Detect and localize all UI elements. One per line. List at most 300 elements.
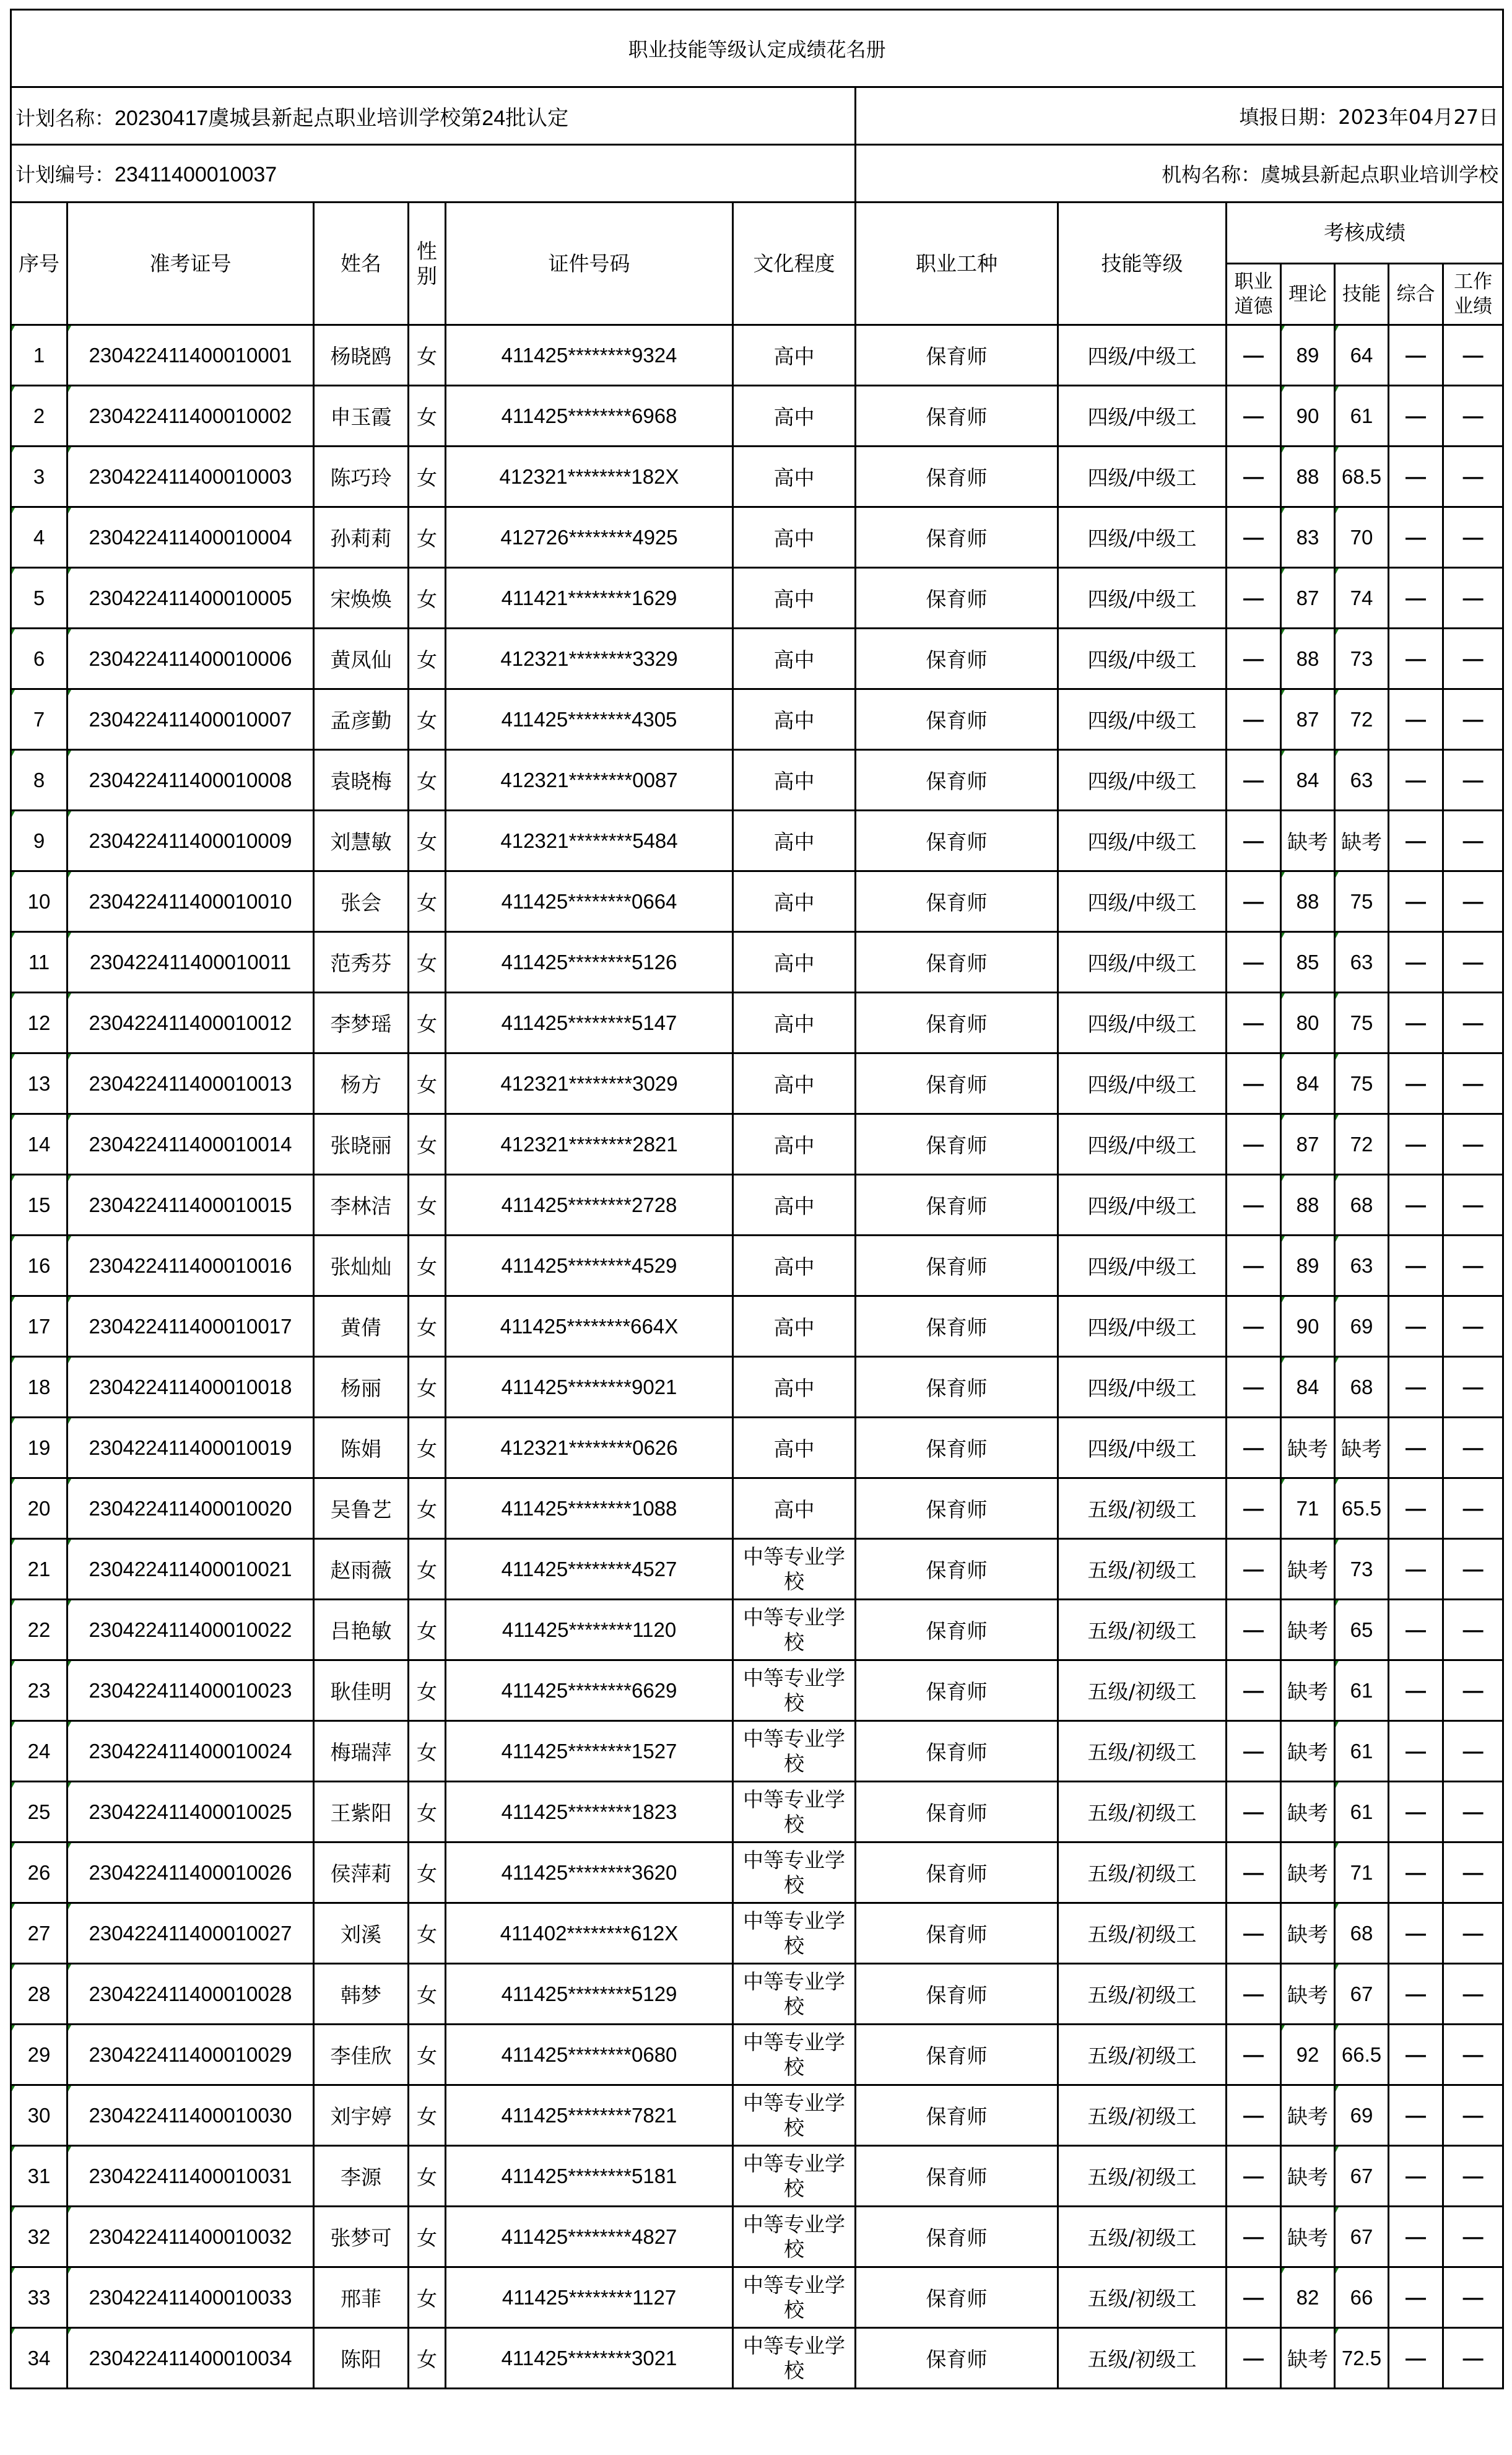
row-ethics-score: — xyxy=(1227,629,1281,689)
row-seq: 24 xyxy=(11,1721,67,1782)
row-comprehensive-score: — xyxy=(1389,1600,1443,1660)
row-education: 中等专业学校 xyxy=(733,2267,856,2328)
table-row xyxy=(11,1296,1503,1357)
row-education: 高中 xyxy=(733,689,856,750)
row-occupation: 保育师 xyxy=(856,1478,1058,1539)
row-theory-score: 88 xyxy=(1281,1175,1335,1236)
row-skill-level: 四级/中级工 xyxy=(1058,1114,1227,1175)
row-id-no: 411425********4529 xyxy=(446,1236,733,1296)
row-id-no: 411425********9324 xyxy=(446,325,733,386)
table-row xyxy=(11,629,1503,689)
row-seq: 25 xyxy=(11,1782,67,1842)
row-skill-score: 67 xyxy=(1335,2207,1389,2267)
row-skill-level: 五级/初级工 xyxy=(1058,1782,1227,1842)
row-id-no: 411425********5129 xyxy=(446,1964,733,2025)
row-seq: 27 xyxy=(11,1903,67,1964)
row-ethics-score: — xyxy=(1227,1964,1281,2025)
row-exam-no: 230422411400010007 xyxy=(67,689,314,750)
row-exam-no: 230422411400010026 xyxy=(67,1842,314,1903)
row-exam-no: 230422411400010022 xyxy=(67,1600,314,1660)
row-name: 孙莉莉 xyxy=(314,507,409,568)
row-name: 李佳欣 xyxy=(314,2025,409,2085)
row-exam-no: 230422411400010012 xyxy=(67,993,314,1053)
row-comprehensive-score: — xyxy=(1389,2146,1443,2207)
row-gender: 女 xyxy=(409,386,446,447)
row-exam-no: 230422411400010032 xyxy=(67,2207,314,2267)
row-gender: 女 xyxy=(409,689,446,750)
row-comprehensive-score: — xyxy=(1389,811,1443,871)
row-theory-score: 84 xyxy=(1281,1357,1335,1418)
row-seq: 19 xyxy=(11,1418,67,1478)
row-skill-score: 61 xyxy=(1335,1782,1389,1842)
row-id-no: 411425********1088 xyxy=(446,1478,733,1539)
row-gender: 女 xyxy=(409,2207,446,2267)
row-skill-level: 五级/初级工 xyxy=(1058,2207,1227,2267)
table-row xyxy=(11,750,1503,811)
row-gender: 女 xyxy=(409,507,446,568)
row-comprehensive-score: — xyxy=(1389,447,1443,507)
row-skill-level: 四级/中级工 xyxy=(1058,1357,1227,1418)
row-skill-score: 66.5 xyxy=(1335,2025,1389,2085)
header-name: 姓名 xyxy=(314,203,409,325)
row-theory-score: 90 xyxy=(1281,1296,1335,1357)
row-comprehensive-score: — xyxy=(1389,932,1443,993)
row-skill-level: 四级/中级工 xyxy=(1058,568,1227,629)
table-row xyxy=(11,1660,1503,1721)
row-skill-score: 69 xyxy=(1335,2085,1389,2146)
row-seq: 34 xyxy=(11,2328,67,2389)
row-skill-level: 五级/初级工 xyxy=(1058,2267,1227,2328)
row-theory-score: 87 xyxy=(1281,568,1335,629)
row-performance-score: — xyxy=(1443,568,1503,629)
row-occupation: 保育师 xyxy=(856,325,1058,386)
header-performance: 工作业绩 xyxy=(1443,264,1503,325)
row-education: 中等专业学校 xyxy=(733,2146,856,2207)
row-occupation: 保育师 xyxy=(856,2328,1058,2389)
row-performance-score: — xyxy=(1443,1782,1503,1842)
row-skill-score: 68 xyxy=(1335,1357,1389,1418)
row-skill-score: 66 xyxy=(1335,2267,1389,2328)
table-row xyxy=(11,1236,1503,1296)
row-exam-no: 230422411400010005 xyxy=(67,568,314,629)
row-comprehensive-score: — xyxy=(1389,1175,1443,1236)
row-theory-score: 89 xyxy=(1281,325,1335,386)
row-comprehensive-score: — xyxy=(1389,1782,1443,1842)
header-comprehensive: 综合 xyxy=(1389,264,1443,325)
row-skill-score: 70 xyxy=(1335,507,1389,568)
row-name: 李梦瑶 xyxy=(314,993,409,1053)
table-row xyxy=(11,2207,1503,2267)
row-gender: 女 xyxy=(409,1600,446,1660)
row-comprehensive-score: — xyxy=(1389,1842,1443,1903)
row-ethics-score: — xyxy=(1227,2146,1281,2207)
row-ethics-score: — xyxy=(1227,993,1281,1053)
row-education: 高中 xyxy=(733,1478,856,1539)
table-row xyxy=(11,325,1503,386)
row-comprehensive-score: — xyxy=(1389,1114,1443,1175)
row-id-no: 411425********1127 xyxy=(446,2267,733,2328)
row-skill-score: 72.5 xyxy=(1335,2328,1389,2389)
header-seq: 序号 xyxy=(11,203,67,325)
row-ethics-score: — xyxy=(1227,447,1281,507)
row-comprehensive-score: — xyxy=(1389,1418,1443,1478)
row-occupation: 保育师 xyxy=(856,1296,1058,1357)
row-id-no: 411425********4305 xyxy=(446,689,733,750)
row-exam-no: 230422411400010015 xyxy=(67,1175,314,1236)
row-name: 吕艳敏 xyxy=(314,1600,409,1660)
row-skill-level: 五级/初级工 xyxy=(1058,1539,1227,1600)
row-skill-level: 五级/初级工 xyxy=(1058,1964,1227,2025)
row-comprehensive-score: — xyxy=(1389,2207,1443,2267)
roster-sheet xyxy=(10,9,1502,2389)
row-id-no: 412321********2821 xyxy=(446,1114,733,1175)
row-education: 中等专业学校 xyxy=(733,1539,856,1600)
row-theory-score: 缺考 xyxy=(1281,1782,1335,1842)
row-gender: 女 xyxy=(409,1418,446,1478)
row-performance-score: — xyxy=(1443,1418,1503,1478)
row-exam-no: 230422411400010004 xyxy=(67,507,314,568)
row-exam-no: 230422411400010017 xyxy=(67,1296,314,1357)
row-exam-no: 230422411400010013 xyxy=(67,1053,314,1114)
row-skill-score: 68 xyxy=(1335,1175,1389,1236)
row-theory-score: 缺考 xyxy=(1281,2085,1335,2146)
row-seq: 30 xyxy=(11,2085,67,2146)
row-theory-score: 缺考 xyxy=(1281,2328,1335,2389)
row-skill-level: 四级/中级工 xyxy=(1058,1175,1227,1236)
row-exam-no: 230422411400010024 xyxy=(67,1721,314,1782)
row-education: 高中 xyxy=(733,932,856,993)
row-skill-score: 72 xyxy=(1335,689,1389,750)
row-comprehensive-score: — xyxy=(1389,689,1443,750)
row-ethics-score: — xyxy=(1227,871,1281,932)
row-occupation: 保育师 xyxy=(856,932,1058,993)
row-name: 李林洁 xyxy=(314,1175,409,1236)
row-id-no: 412321********0087 xyxy=(446,750,733,811)
row-skill-score: 75 xyxy=(1335,1053,1389,1114)
table-row xyxy=(11,2025,1503,2085)
header-exam-no: 准考证号 xyxy=(67,203,314,325)
row-skill-level: 四级/中级工 xyxy=(1058,507,1227,568)
row-performance-score: — xyxy=(1443,629,1503,689)
row-seq: 3 xyxy=(11,447,67,507)
row-comprehensive-score: — xyxy=(1389,871,1443,932)
row-performance-score: — xyxy=(1443,386,1503,447)
row-performance-score: — xyxy=(1443,1842,1503,1903)
row-performance-score: — xyxy=(1443,993,1503,1053)
row-education: 高中 xyxy=(733,811,856,871)
row-ethics-score: — xyxy=(1227,1721,1281,1782)
row-skill-score: 75 xyxy=(1335,871,1389,932)
row-performance-score: — xyxy=(1443,1600,1503,1660)
row-gender: 女 xyxy=(409,1721,446,1782)
row-ethics-score: — xyxy=(1227,811,1281,871)
row-name: 赵雨薇 xyxy=(314,1539,409,1600)
row-id-no: 411425********6968 xyxy=(446,386,733,447)
header-occupation: 职业工种 xyxy=(856,203,1058,325)
row-skill-score: 63 xyxy=(1335,1236,1389,1296)
row-education: 中等专业学校 xyxy=(733,1660,856,1721)
fill-date xyxy=(856,87,1503,145)
row-occupation: 保育师 xyxy=(856,1782,1058,1842)
row-education: 中等专业学校 xyxy=(733,2328,856,2389)
row-id-no: 412321********182X xyxy=(446,447,733,507)
table-row xyxy=(11,1357,1503,1418)
row-education: 中等专业学校 xyxy=(733,2085,856,2146)
row-education: 高中 xyxy=(733,993,856,1053)
row-performance-score: — xyxy=(1443,1660,1503,1721)
row-id-no: 411425********5126 xyxy=(446,932,733,993)
row-performance-score: — xyxy=(1443,2146,1503,2207)
row-seq: 1 xyxy=(11,325,67,386)
row-skill-score: 缺考 xyxy=(1335,811,1389,871)
row-occupation: 保育师 xyxy=(856,447,1058,507)
row-theory-score: 缺考 xyxy=(1281,1842,1335,1903)
row-skill-score: 65.5 xyxy=(1335,1478,1389,1539)
row-id-no: 412321********3029 xyxy=(446,1053,733,1114)
row-id-no: 412726********4925 xyxy=(446,507,733,568)
row-skill-score: 73 xyxy=(1335,1539,1389,1600)
row-exam-no: 230422411400010021 xyxy=(67,1539,314,1600)
row-id-no: 411421********1629 xyxy=(446,568,733,629)
row-skill-score: 61 xyxy=(1335,1721,1389,1782)
row-id-no: 411425********9021 xyxy=(446,1357,733,1418)
row-occupation: 保育师 xyxy=(856,1418,1058,1478)
table-row xyxy=(11,2146,1503,2207)
row-skill-level: 四级/中级工 xyxy=(1058,1418,1227,1478)
row-gender: 女 xyxy=(409,325,446,386)
row-theory-score: 缺考 xyxy=(1281,1903,1335,1964)
table-row xyxy=(11,993,1503,1053)
row-seq: 17 xyxy=(11,1296,67,1357)
row-skill-score: 68.5 xyxy=(1335,447,1389,507)
row-theory-score: 89 xyxy=(1281,1236,1335,1296)
row-name: 黄倩 xyxy=(314,1296,409,1357)
row-comprehensive-score: — xyxy=(1389,1236,1443,1296)
org-name-label: 机构名称： xyxy=(1162,163,1261,186)
row-id-no: 411425********664X xyxy=(446,1296,733,1357)
row-exam-no: 230422411400010016 xyxy=(67,1236,314,1296)
row-occupation: 保育师 xyxy=(856,1175,1058,1236)
row-theory-score: 88 xyxy=(1281,629,1335,689)
row-comprehensive-score: — xyxy=(1389,2328,1443,2389)
row-theory-score: 87 xyxy=(1281,1114,1335,1175)
row-seq: 13 xyxy=(11,1053,67,1114)
row-occupation: 保育师 xyxy=(856,2207,1058,2267)
row-ethics-score: — xyxy=(1227,1782,1281,1842)
table-row xyxy=(11,1903,1503,1964)
header-id-no: 证件号码 xyxy=(446,203,733,325)
row-gender: 女 xyxy=(409,1903,446,1964)
row-skill-level: 四级/中级工 xyxy=(1058,871,1227,932)
row-occupation: 保育师 xyxy=(856,1357,1058,1418)
row-gender: 女 xyxy=(409,993,446,1053)
row-seq: 28 xyxy=(11,1964,67,2025)
row-skill-level: 四级/中级工 xyxy=(1058,1296,1227,1357)
row-education: 高中 xyxy=(733,1236,856,1296)
row-name: 梅瑞萍 xyxy=(314,1721,409,1782)
row-comprehensive-score: — xyxy=(1389,568,1443,629)
table-row xyxy=(11,871,1503,932)
row-gender: 女 xyxy=(409,2328,446,2389)
row-exam-no: 230422411400010020 xyxy=(67,1478,314,1539)
row-comprehensive-score: — xyxy=(1389,1357,1443,1418)
row-occupation: 保育师 xyxy=(856,2146,1058,2207)
row-education: 高中 xyxy=(733,750,856,811)
table-row xyxy=(11,1175,1503,1236)
row-skill-score: 63 xyxy=(1335,932,1389,993)
header-skill-level: 技能等级 xyxy=(1058,203,1227,325)
row-id-no: 411425********3021 xyxy=(446,2328,733,2389)
row-skill-level: 四级/中级工 xyxy=(1058,629,1227,689)
row-occupation: 保育师 xyxy=(856,1114,1058,1175)
row-skill-level: 四级/中级工 xyxy=(1058,325,1227,386)
row-name: 张梦可 xyxy=(314,2207,409,2267)
row-comprehensive-score: — xyxy=(1389,1964,1443,2025)
row-id-no: 411425********0680 xyxy=(446,2025,733,2085)
row-exam-no: 230422411400010031 xyxy=(67,2146,314,2207)
row-id-no: 411425********4827 xyxy=(446,2207,733,2267)
row-name: 杨方 xyxy=(314,1053,409,1114)
row-comprehensive-score: — xyxy=(1389,750,1443,811)
table-row xyxy=(11,689,1503,750)
header-education: 文化程度 xyxy=(733,203,856,325)
row-exam-no: 230422411400010010 xyxy=(67,871,314,932)
row-name: 李源 xyxy=(314,2146,409,2207)
row-theory-score: 缺考 xyxy=(1281,2146,1335,2207)
row-gender: 女 xyxy=(409,750,446,811)
row-name: 刘溪 xyxy=(314,1903,409,1964)
row-performance-score: — xyxy=(1443,2207,1503,2267)
row-comprehensive-score: — xyxy=(1389,1903,1443,1964)
row-ethics-score: — xyxy=(1227,1236,1281,1296)
row-gender: 女 xyxy=(409,1964,446,2025)
row-occupation: 保育师 xyxy=(856,1964,1058,2025)
table-row xyxy=(11,1418,1503,1478)
row-name: 陈娟 xyxy=(314,1418,409,1478)
org-name xyxy=(856,145,1503,203)
row-skill-level: 四级/中级工 xyxy=(1058,750,1227,811)
header-theory: 理论 xyxy=(1281,264,1335,325)
table-row xyxy=(11,1114,1503,1175)
row-id-no: 411425********6629 xyxy=(446,1660,733,1721)
row-exam-no: 230422411400010003 xyxy=(67,447,314,507)
row-exam-no: 230422411400010001 xyxy=(67,325,314,386)
row-occupation: 保育师 xyxy=(856,1903,1058,1964)
row-ethics-score: — xyxy=(1227,1478,1281,1539)
row-theory-score: 缺考 xyxy=(1281,1660,1335,1721)
table-row xyxy=(11,1478,1503,1539)
header-scores-group: 考核成绩 xyxy=(1227,203,1503,264)
row-seq: 2 xyxy=(11,386,67,447)
row-skill-level: 五级/初级工 xyxy=(1058,2146,1227,2207)
row-education: 高中 xyxy=(733,568,856,629)
row-education: 高中 xyxy=(733,1053,856,1114)
row-skill-score: 69 xyxy=(1335,1296,1389,1357)
row-skill-score: 61 xyxy=(1335,386,1389,447)
row-seq: 6 xyxy=(11,629,67,689)
plan-number-label: 计划编号： xyxy=(15,163,115,186)
plan-number-value: 23411400010037 xyxy=(115,163,277,186)
row-exam-no: 230422411400010009 xyxy=(67,811,314,871)
row-theory-score: 缺考 xyxy=(1281,1418,1335,1478)
row-occupation: 保育师 xyxy=(856,2085,1058,2146)
row-gender: 女 xyxy=(409,1296,446,1357)
row-comprehensive-score: — xyxy=(1389,1660,1443,1721)
row-skill-level: 五级/初级工 xyxy=(1058,2025,1227,2085)
row-id-no: 411425********1527 xyxy=(446,1721,733,1782)
row-education: 高中 xyxy=(733,1175,856,1236)
row-skill-score: 65 xyxy=(1335,1600,1389,1660)
table-row xyxy=(11,811,1503,871)
fill-date-label: 填报日期： xyxy=(1239,105,1339,129)
row-comprehensive-score: — xyxy=(1389,1721,1443,1782)
plan-number xyxy=(11,145,856,203)
row-theory-score: 84 xyxy=(1281,1053,1335,1114)
row-comprehensive-score: — xyxy=(1389,386,1443,447)
row-education: 高中 xyxy=(733,1296,856,1357)
row-theory-score: 87 xyxy=(1281,689,1335,750)
row-occupation: 保育师 xyxy=(856,1053,1058,1114)
row-skill-level: 五级/初级工 xyxy=(1058,1660,1227,1721)
row-education: 中等专业学校 xyxy=(733,1721,856,1782)
row-gender: 女 xyxy=(409,871,446,932)
row-theory-score: 缺考 xyxy=(1281,811,1335,871)
row-education: 高中 xyxy=(733,447,856,507)
row-name: 王紫阳 xyxy=(314,1782,409,1842)
row-gender: 女 xyxy=(409,1236,446,1296)
row-theory-score: 83 xyxy=(1281,507,1335,568)
row-education: 中等专业学校 xyxy=(733,1842,856,1903)
row-seq: 9 xyxy=(11,811,67,871)
row-skill-level: 五级/初级工 xyxy=(1058,1478,1227,1539)
row-occupation: 保育师 xyxy=(856,1842,1058,1903)
row-name: 申玉霞 xyxy=(314,386,409,447)
row-gender: 女 xyxy=(409,1357,446,1418)
row-performance-score: — xyxy=(1443,2267,1503,2328)
row-occupation: 保育师 xyxy=(856,507,1058,568)
document-title: 职业技能等级认定成绩花名册 xyxy=(11,10,1503,87)
row-education: 中等专业学校 xyxy=(733,1903,856,1964)
row-gender: 女 xyxy=(409,2085,446,2146)
row-education: 高中 xyxy=(733,1357,856,1418)
row-exam-no: 230422411400010002 xyxy=(67,386,314,447)
row-name: 刘慧敏 xyxy=(314,811,409,871)
row-seq: 14 xyxy=(11,1114,67,1175)
row-performance-score: — xyxy=(1443,1053,1503,1114)
row-ethics-score: — xyxy=(1227,750,1281,811)
row-education: 高中 xyxy=(733,629,856,689)
row-performance-score: — xyxy=(1443,1539,1503,1600)
row-exam-no: 230422411400010019 xyxy=(67,1418,314,1478)
row-performance-score: — xyxy=(1443,750,1503,811)
table-row xyxy=(11,1539,1503,1600)
row-performance-score: — xyxy=(1443,325,1503,386)
row-ethics-score: — xyxy=(1227,932,1281,993)
row-name: 侯萍莉 xyxy=(314,1842,409,1903)
row-theory-score: 84 xyxy=(1281,750,1335,811)
row-ethics-score: — xyxy=(1227,1660,1281,1721)
row-name: 吴鲁艺 xyxy=(314,1478,409,1539)
row-performance-score: — xyxy=(1443,689,1503,750)
row-ethics-score: — xyxy=(1227,2085,1281,2146)
org-name-value: 虞城县新起点职业培训学校 xyxy=(1261,163,1499,186)
row-seq: 29 xyxy=(11,2025,67,2085)
row-education: 高中 xyxy=(733,325,856,386)
row-name: 范秀芬 xyxy=(314,932,409,993)
row-exam-no: 230422411400010033 xyxy=(67,2267,314,2328)
row-skill-level: 四级/中级工 xyxy=(1058,447,1227,507)
table-row xyxy=(11,447,1503,507)
